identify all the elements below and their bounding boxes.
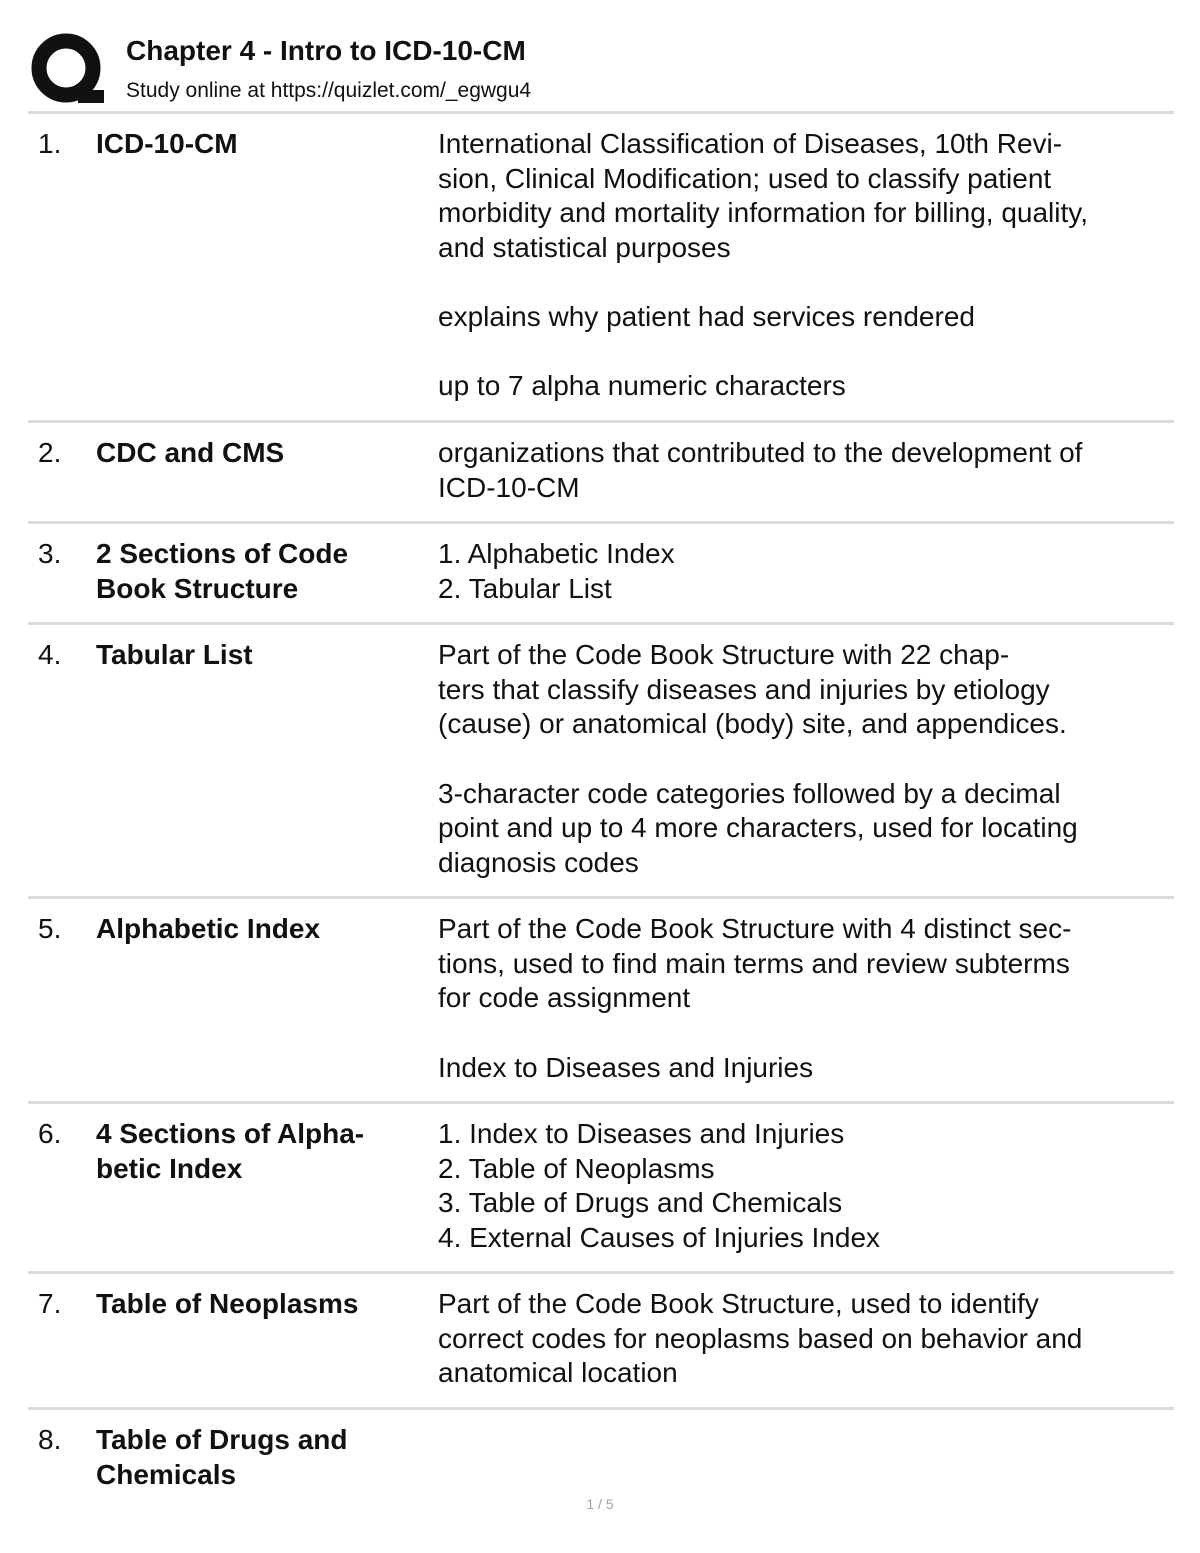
term-number: 2. — [38, 437, 62, 468]
term-definition: Part of the Code Book Structure with 4 distinct sec- tions, used to find main terms and review subterms for code assignment Index to Diseases and Injuries — [438, 913, 1072, 1083]
term-row — [28, 1274, 1174, 1410]
term-definition: Part of the Code Book Structure, used to identify correct codes for neoplasms based on behavior and anatomical location — [438, 1288, 1083, 1389]
term-row — [28, 1104, 1174, 1274]
quizlet-q-logo-icon — [30, 32, 106, 108]
term-definition: International Classification of Diseases, 10th Revi- sion, Clinical Modification; used to classify patient morbidity and mortality information for billing, quality, and statistical purposes explains why patient had services rendered up to 7 alpha numeric characters — [438, 128, 1088, 402]
page-number: 1 / 5 — [586, 1496, 614, 1512]
term-definition: 1. Alphabetic Index 2. Tabular List — [438, 538, 675, 604]
term-number: 7. — [38, 1288, 62, 1320]
term-row — [28, 1410, 1174, 1508]
term-number: 6. — [38, 1118, 62, 1150]
term-number: 3. — [38, 538, 62, 569]
document-title: Chapter 4 - Intro to ICD-10-CM — [126, 35, 526, 66]
term-row — [28, 423, 1174, 524]
term-definition: Part of the Code Book Structure with 22 chap- ters that classify diseases and injuries by etiology (cause) or anatomical (body) site, and appendices. 3-character code categories followed by a decimal point and up to 4 more characters, used for locating diagnosis codes — [438, 639, 1078, 878]
term-title: Table of Neoplasms — [96, 1288, 359, 1320]
term-title: CDC and CMS — [96, 437, 285, 468]
term-list — [28, 114, 1174, 1508]
term-title: 4 Sections of Alpha- betic Index — [96, 1118, 365, 1184]
study-online-link-text: Study online at https://quizlet.com/_egwgu4 — [126, 79, 532, 102]
term-title: Tabular List — [96, 639, 253, 671]
term-row — [28, 114, 1174, 423]
term-number: 5. — [38, 913, 62, 945]
term-number: 8. — [38, 1424, 62, 1456]
term-row — [28, 524, 1174, 625]
page-header — [28, 28, 1174, 114]
term-number: 4. — [38, 639, 62, 671]
term-number: 1. — [38, 128, 62, 159]
term-definition: 1. Index to Diseases and Injuries 2. Table of Neoplasms 3. Table of Drugs and Chemicals 4. External Causes of Injuries Index — [438, 1118, 881, 1253]
term-title: Table of Drugs and Chemicals — [96, 1424, 348, 1490]
term-title: Alphabetic Index — [96, 913, 321, 945]
term-title: ICD-10-CM — [96, 128, 238, 159]
term-title: 2 Sections of Code Book Structure — [96, 538, 349, 604]
term-row — [28, 625, 1174, 899]
term-row — [28, 899, 1174, 1104]
term-definition: organizations that contributed to the development of ICD-10-CM — [438, 437, 1083, 503]
